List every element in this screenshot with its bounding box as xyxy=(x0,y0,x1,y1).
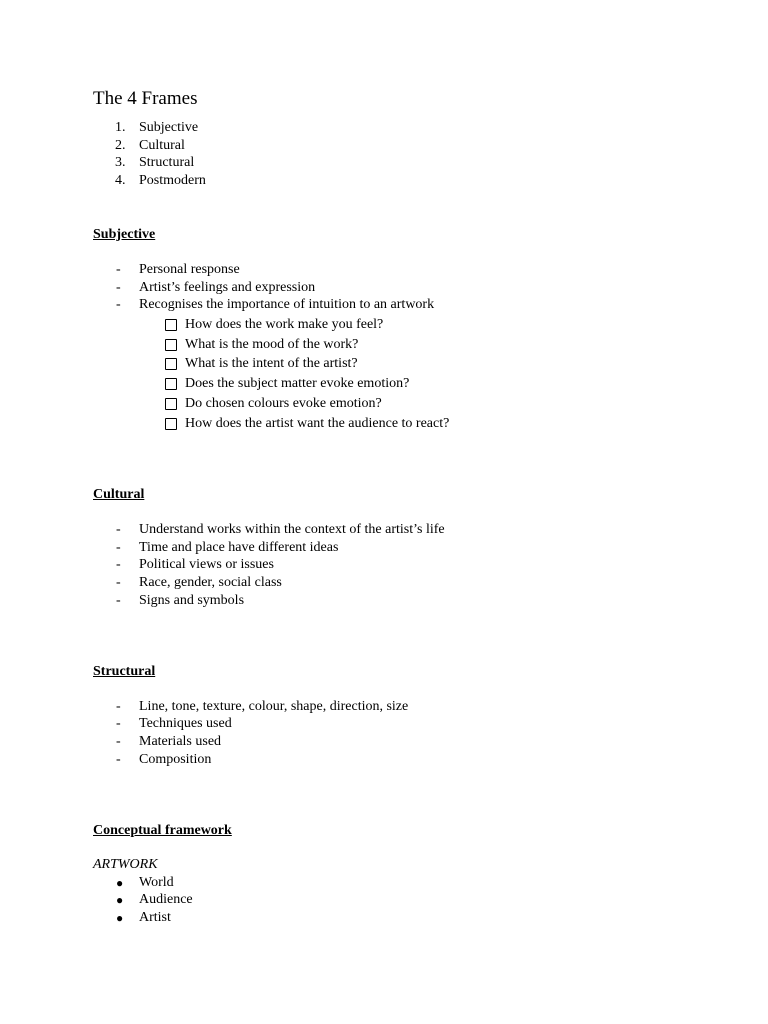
question-text: What is the mood of the work? xyxy=(185,337,359,352)
structural-point xyxy=(0,698,768,716)
frames-list-item xyxy=(0,172,768,190)
question-text: Does the subject matter evoke emotion? xyxy=(185,376,410,391)
list-item-text: Subjective xyxy=(139,120,199,135)
cultural-point xyxy=(0,539,768,557)
checkbox-icon xyxy=(165,418,177,430)
question-text: Do chosen colours evoke emotion? xyxy=(185,396,382,411)
dash-marker: - xyxy=(116,280,121,295)
checkbox-icon xyxy=(165,358,177,370)
point-text: Signs and symbols xyxy=(139,593,245,608)
subjective-point xyxy=(0,279,768,297)
point-text: Time and place have different ideas xyxy=(139,540,339,555)
dash-marker: - xyxy=(116,297,121,312)
artwork-label: ARTWORK xyxy=(93,857,158,872)
checkbox-icon xyxy=(165,339,177,351)
subjective-point xyxy=(0,261,768,279)
list-number: 4. xyxy=(115,173,126,188)
dash-marker: - xyxy=(116,734,121,749)
document-title: The 4 Frames xyxy=(93,88,198,109)
point-text: Recognises the importance of intuition to an artwork xyxy=(139,297,435,312)
dash-marker: - xyxy=(116,575,121,590)
point-text: Techniques used xyxy=(139,716,232,731)
structural-point xyxy=(0,715,768,733)
point-text: Audience xyxy=(139,892,193,907)
point-text: Artist’s feelings and expression xyxy=(139,280,316,295)
structural-point xyxy=(0,733,768,751)
dash-marker: - xyxy=(116,593,121,608)
subjective-question xyxy=(0,316,768,334)
list-number: 2. xyxy=(115,138,126,153)
subjective-question xyxy=(0,336,768,354)
checkbox-icon xyxy=(165,319,177,331)
dash-marker: - xyxy=(116,522,121,537)
subjective-question xyxy=(0,415,768,433)
bullet-icon: ● xyxy=(116,876,124,890)
point-text: World xyxy=(139,875,174,890)
list-number: 3. xyxy=(115,155,126,170)
list-item-text: Postmodern xyxy=(139,173,206,188)
point-text: Political views or issues xyxy=(139,557,274,572)
conceptual-point xyxy=(0,909,768,927)
list-item-text: Structural xyxy=(139,155,195,170)
point-text: Race, gender, social class xyxy=(139,575,282,590)
structural-point xyxy=(0,751,768,769)
bullet-icon: ● xyxy=(116,893,124,907)
point-text: Personal response xyxy=(139,262,240,277)
cultural-point xyxy=(0,521,768,539)
list-number: 1. xyxy=(115,120,126,135)
subjective-question xyxy=(0,375,768,393)
section-heading-cultural: Cultural xyxy=(93,487,145,502)
subjective-question xyxy=(0,355,768,373)
list-item-text: Cultural xyxy=(139,138,185,153)
bullet-icon: ● xyxy=(116,911,124,925)
checkbox-icon xyxy=(165,378,177,390)
section-heading-subjective: Subjective xyxy=(93,227,156,242)
dash-marker: - xyxy=(116,752,121,767)
subjective-question xyxy=(0,395,768,413)
section-heading-conceptual: Conceptual framework xyxy=(93,823,232,838)
point-text: Line, tone, texture, colour, shape, direction, size xyxy=(139,699,409,714)
dash-marker: - xyxy=(116,540,121,555)
frames-list-item xyxy=(0,154,768,172)
cultural-point xyxy=(0,574,768,592)
dash-marker: - xyxy=(116,557,121,572)
dash-marker: - xyxy=(116,262,121,277)
conceptual-point xyxy=(0,874,768,892)
point-text: Composition xyxy=(139,752,212,767)
cultural-point xyxy=(0,592,768,610)
question-text: How does the work make you feel? xyxy=(185,317,384,332)
dash-marker: - xyxy=(116,716,121,731)
point-text: Understand works within the context of the artist’s life xyxy=(139,522,445,537)
section-heading-structural: Structural xyxy=(93,664,156,679)
conceptual-point xyxy=(0,891,768,909)
point-text: Artist xyxy=(139,910,171,925)
question-text: What is the intent of the artist? xyxy=(185,356,358,371)
question-text: How does the artist want the audience to react? xyxy=(185,416,450,431)
cultural-point xyxy=(0,556,768,574)
checkbox-icon xyxy=(165,398,177,410)
frames-list-item xyxy=(0,119,768,137)
dash-marker: - xyxy=(116,699,121,714)
frames-list-item xyxy=(0,137,768,155)
subjective-point xyxy=(0,296,768,314)
point-text: Materials used xyxy=(139,734,222,749)
